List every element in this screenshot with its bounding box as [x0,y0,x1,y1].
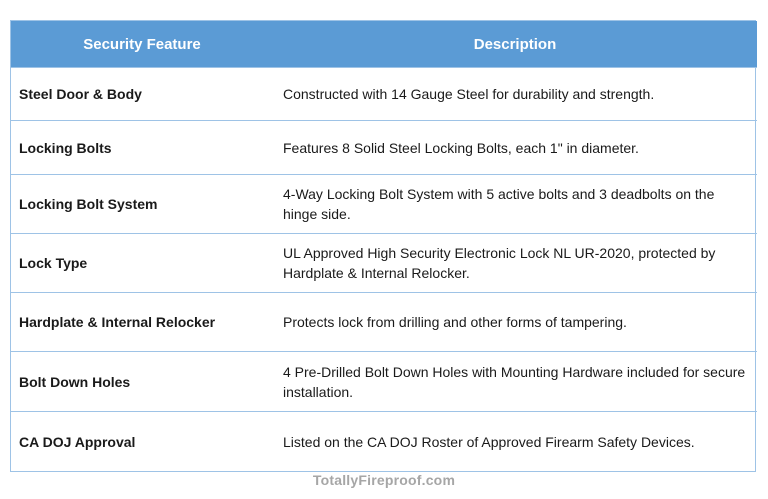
feature-table-container [10,20,756,472]
table-row [11,121,757,175]
description-cell: UL Approved High Security Electronic Lock NL UR-2020, protected by Hardplate & Internal Relocker. [273,234,757,293]
description-cell: 4-Way Locking Bolt System with 5 active bolts and 3 deadbolts on the hinge side. [273,175,757,234]
table-row [11,412,757,472]
description-cell: Constructed with 14 Gauge Steel for durability and strength. [273,68,757,121]
table-row [11,175,757,234]
header-description: Description [273,21,757,68]
description-cell: Protects lock from drilling and other forms of tampering. [273,293,757,352]
table-row [11,293,757,352]
feature-cell: Hardplate & Internal Relocker [11,293,273,352]
feature-cell: Steel Door & Body [11,68,273,121]
feature-cell: Locking Bolt System [11,175,273,234]
security-feature-table [11,21,757,471]
table-row [11,352,757,412]
description-cell: Listed on the CA DOJ Roster of Approved Firearm Safety Devices. [273,412,757,472]
feature-cell: Lock Type [11,234,273,293]
feature-cell: Locking Bolts [11,121,273,175]
table-row [11,68,757,121]
header-security-feature: Security Feature [11,21,273,68]
feature-cell: Bolt Down Holes [11,352,273,412]
site-watermark: TotallyFireproof.com [312,472,456,488]
description-cell: 4 Pre-Drilled Bolt Down Holes with Mounting Hardware included for secure installation. [273,352,757,412]
description-cell: Features 8 Solid Steel Locking Bolts, each 1" in diameter. [273,121,757,175]
feature-cell: CA DOJ Approval [11,412,273,472]
table-row [11,234,757,293]
table-header-row [11,21,757,68]
